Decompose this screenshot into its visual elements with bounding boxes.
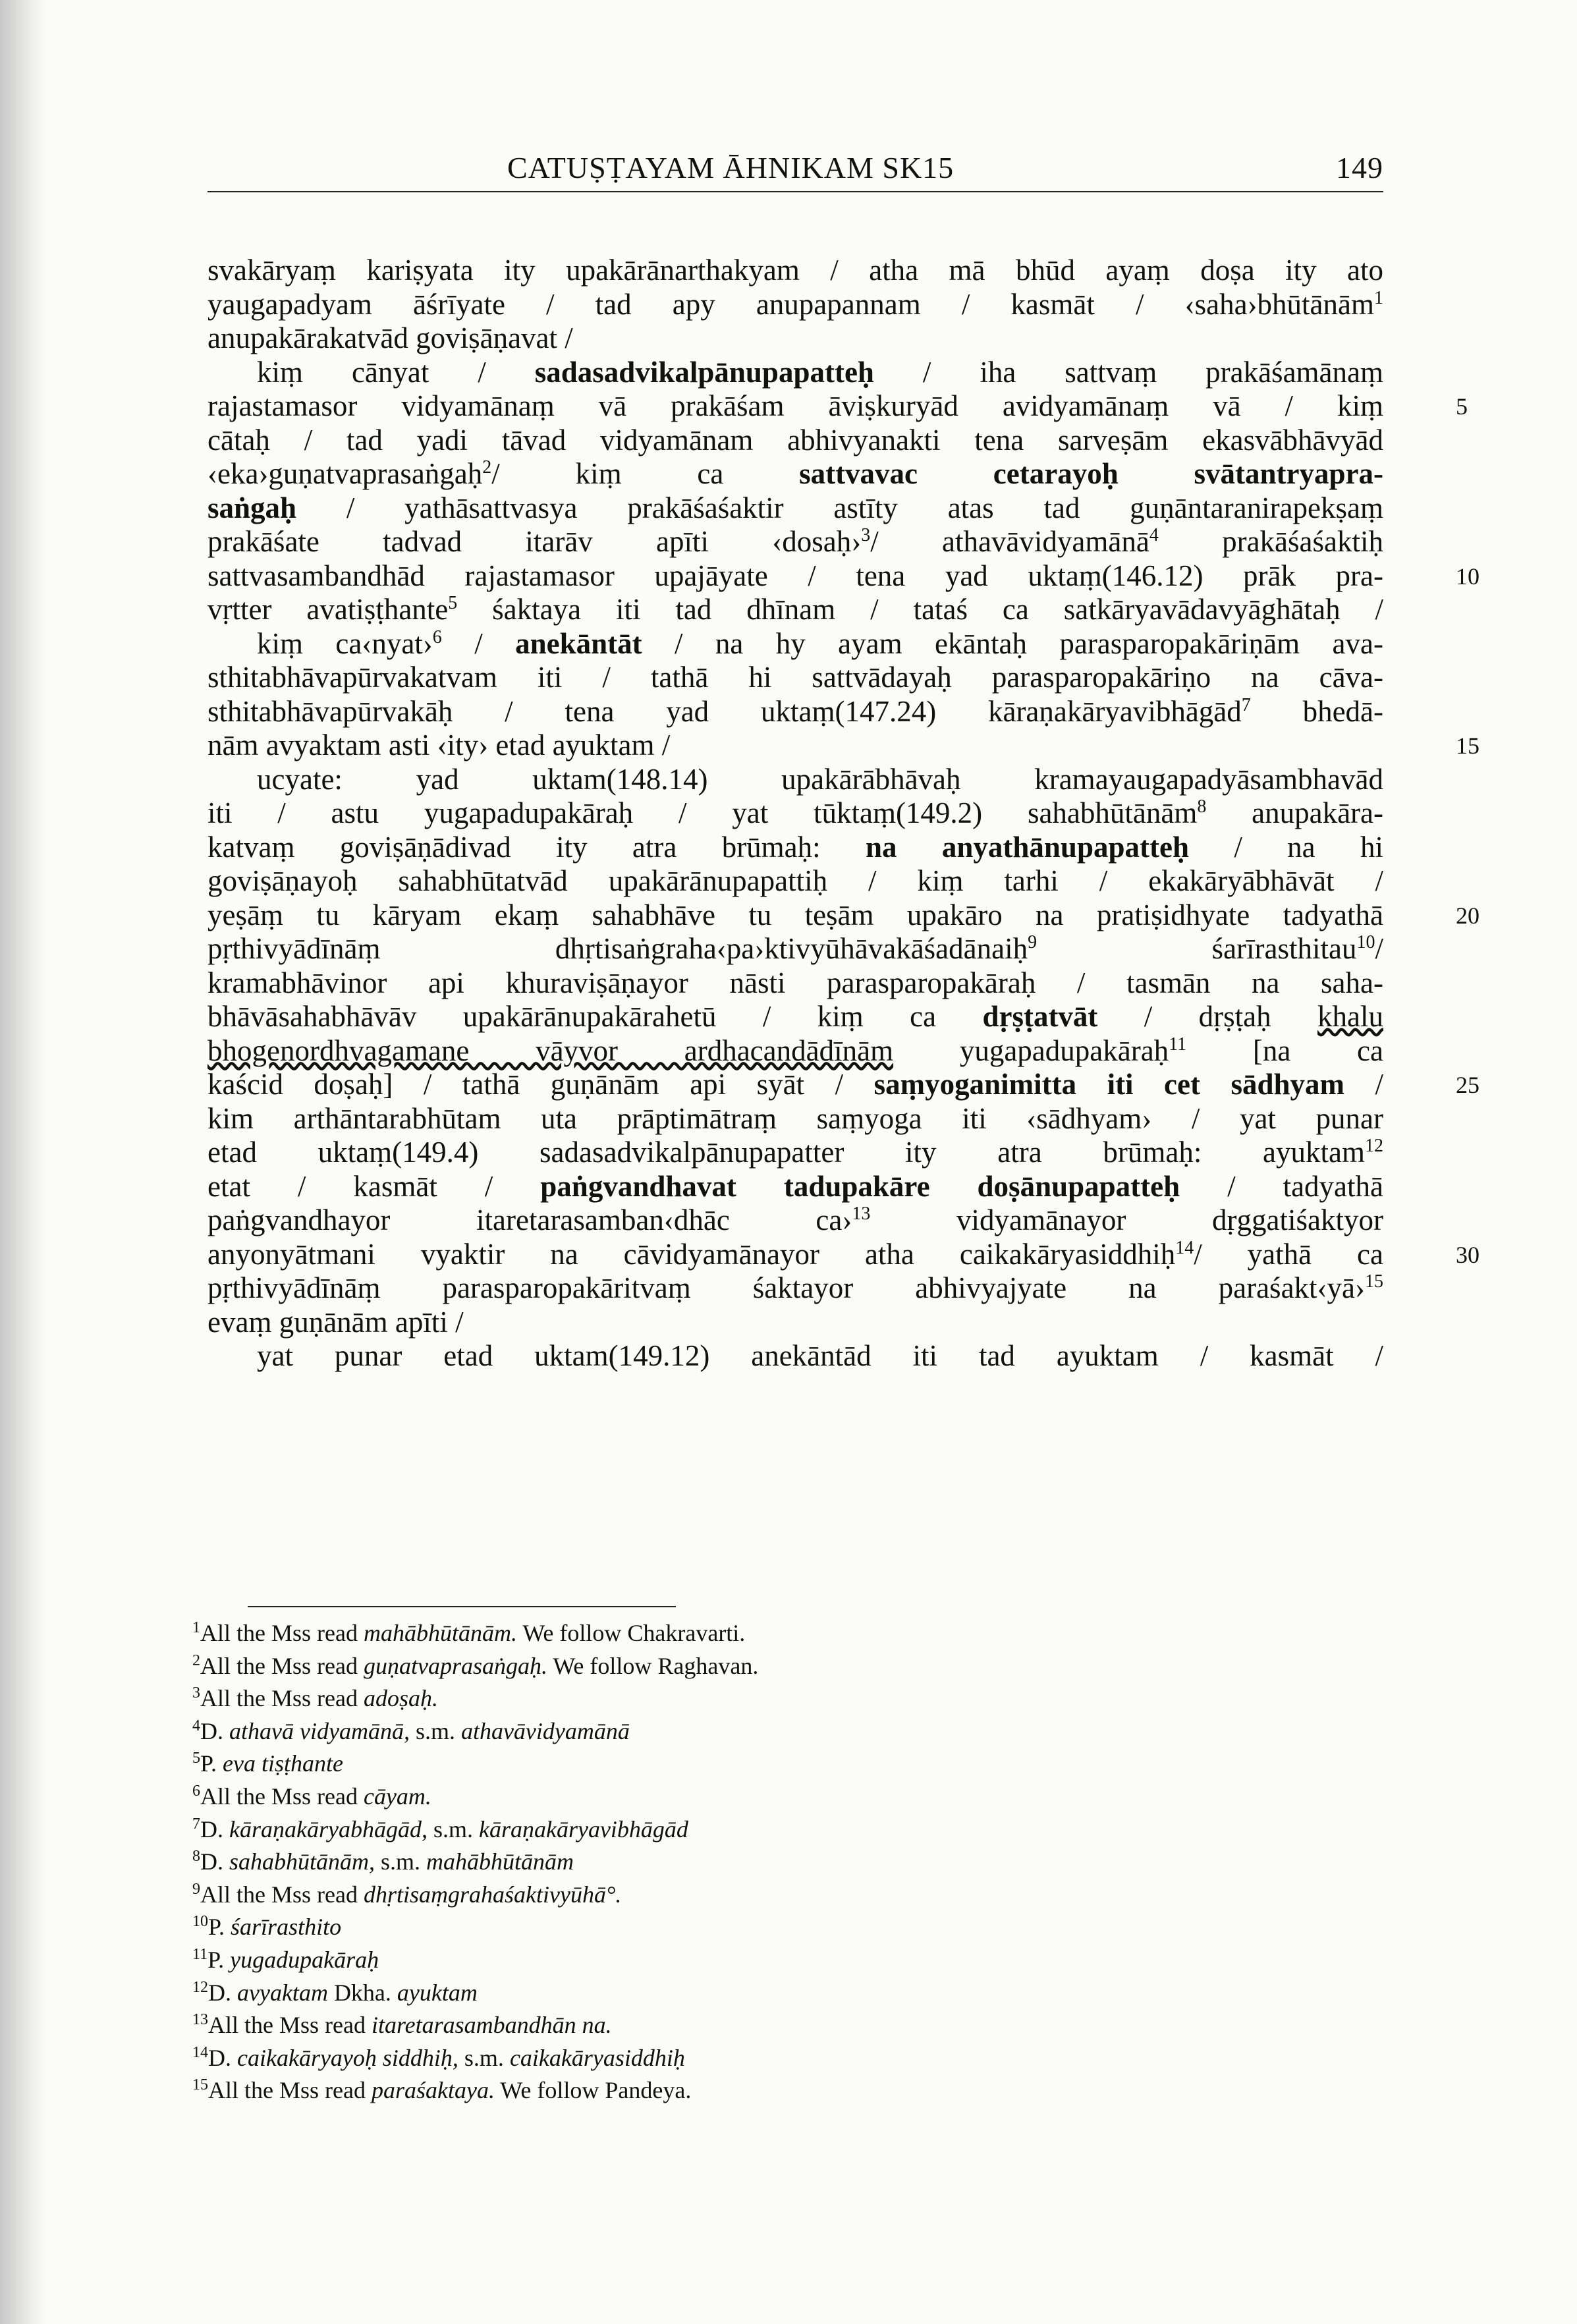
footnote-marker: 1 xyxy=(192,1619,200,1636)
text-line: etad uktaṃ(149.4) sadasadvikalpānupapatter ity atra brūmaḥ: ayuktam$^{12}$ xyxy=(208,1136,1383,1169)
footnote xyxy=(192,2009,1378,2042)
text-line: kiṃ cānyat / sadasadvikalpānupapatteḥ / iha sattvaṃ prakāśamānaṃ xyxy=(257,355,1383,389)
footnote-marker: 5 xyxy=(192,1750,200,1767)
text-line: etat / kasmāt / paṅgvandhavat tadupakāre doṣānupapatteḥ / tadyathā xyxy=(208,1169,1384,1203)
text-line: svakāryaṃ kariṣyata ity upakārānarthakyam / atha mā bhūd ayaṃ doṣa ity ato xyxy=(208,254,1383,287)
text-line: katvaṃ goviṣāṇādivad ity atra brūmaḥ: na anyathānupapatteḥ / na hi xyxy=(208,830,1383,864)
footnote-text: All the Mss read itaretarasambandhān na. xyxy=(208,2012,612,2039)
footnote-marker: 13 xyxy=(192,2011,208,2029)
text-line: bhāvāsahabhāvāv upakārānupakārahetū / kiṃ ca dṛṣṭatvāt / dṛṣṭaḥ khalu xyxy=(208,1000,1383,1033)
footnote-text: D. caikakāryayoḥ siddhiḥ, s.m. caikakāryasiddhiḥ xyxy=(208,2044,685,2071)
footnote xyxy=(192,1977,1378,2010)
text-line: rajastamasor vidyamānaṃ vā prakāśam āviṣkuryād avidyamānaṃ vā / kiṃ xyxy=(208,389,1383,422)
footnote-text: D. sahabhūtānām, s.m. mahābhūtānām xyxy=(200,1848,574,1875)
text-line: bhogenordhvagamane vāyvor ardhacandādīnām yugapadupakāraḥ$^{11}$ [na ca xyxy=(208,1034,1383,1067)
footnote xyxy=(192,2042,1378,2075)
footnote-marker: 3 xyxy=(192,1684,200,1702)
footnote-text: P. yugadupakāraḥ xyxy=(208,1946,379,1973)
text-line: yaugapadyam āśrīyate / tad apy anupapannam / kasmāt / ‹saha›bhūtānām$^1$ xyxy=(208,287,1383,321)
text-line: iti / astu yugapadupakāraḥ / yat tūktaṃ(149.2) sahabhūtānām$^8$ anupakāra- xyxy=(208,796,1383,829)
footnote xyxy=(192,1813,1378,1846)
text-line: sthitabhāvapūrvakatvam iti / tathā hi sattvādayaḥ parasparopakāriṇo na cāva- xyxy=(208,661,1383,694)
footnote xyxy=(192,1911,1378,1944)
text-line: paṅgvandhayor itaretarasamban‹dhāc ca›$^{13}$ vidyamānayor dṛggatiśaktyor xyxy=(208,1204,1383,1236)
footnote-text: D. avyaktam Dkha. ayuktam xyxy=(208,1979,478,2006)
line-number: 30 xyxy=(1456,1241,1480,1268)
footnote xyxy=(192,1715,1378,1748)
footnote-text: P. śarīrasthito xyxy=(208,1914,342,1941)
footnote-marker: 12 xyxy=(192,1978,208,1996)
footnote-marker: 7 xyxy=(192,1815,200,1833)
footnote xyxy=(192,1617,1378,1650)
line-number: 5 xyxy=(1456,393,1468,420)
running-header xyxy=(208,150,1383,190)
text-line: yeṣāṃ tu kāryam ekaṃ sahabhāve tu teṣām upakāro na pratiṣidhyate tadyathā xyxy=(208,898,1383,931)
footnote-text: All the Mss read mahābhūtānām. We follow Chakravarti. xyxy=(200,1620,746,1646)
header-rule xyxy=(208,191,1383,192)
text-line: prakāśate tadvad itarāv apīti ‹dosaḥ›$^3$/ athavāvidyamānā$^4$ prakāśaśaktiḥ xyxy=(208,525,1383,558)
footnote-marker: 14 xyxy=(192,2043,208,2061)
footnote-marker: 2 xyxy=(192,1651,200,1669)
footnote xyxy=(192,1846,1378,1879)
text-line: cātaḥ / tad yadi tāvad vidyamānam abhivyanakti tena sarveṣām ekasvābhāvyād xyxy=(208,423,1383,456)
footnote-text: D. kāraṇakāryabhāgād, s.m. kāraṇakāryavibhāgād xyxy=(200,1815,688,1842)
line-number: 15 xyxy=(1456,733,1480,759)
text-line: vṛtter avatiṣṭhante$^5$ śaktaya iti tad dhīnam / tataś ca satkāryavādavyāghātaḥ / xyxy=(208,593,1383,626)
text-line: pṛthivyādīnāṃ parasparopakāritvaṃ śaktayor abhivyajyate na paraśakt‹yā›$^{15}$ xyxy=(208,1271,1383,1304)
page-edge-shadow xyxy=(0,0,46,2324)
text-line: evaṃ guṇānām apīti / xyxy=(208,1305,464,1339)
footnote-marker: 4 xyxy=(192,1717,200,1734)
footnote xyxy=(192,2074,1378,2107)
main-text xyxy=(208,254,1383,1373)
footnote xyxy=(192,1879,1378,1912)
page-number: 149 xyxy=(1336,151,1383,184)
footnote-marker: 11 xyxy=(192,1945,208,1963)
text-line: kim arthāntarabhūtam uta prāptimātraṃ saṃyoga iti ‹sādhyam› / yat punar xyxy=(208,1101,1383,1135)
footnote xyxy=(192,1748,1378,1781)
footnote xyxy=(192,1650,1378,1683)
footnote-text: All the Mss read cāyam. xyxy=(200,1783,431,1810)
footnote-marker: 15 xyxy=(192,2076,208,2094)
footnote-text: D. athavā vidyamānā, s.m. athavāvidyamānā xyxy=(200,1717,630,1744)
text-line: nām avyaktam asti ‹ity› etad ayuktam / xyxy=(208,729,671,761)
text-line: kiṃ ca‹nyat›$^6$ / anekāntāt / na hy ayam ekāntaḥ parasparopakāriṇām ava- xyxy=(257,626,1383,660)
text-line: goviṣāṇayoḥ sahabhūtatvād upakārānupapattiḥ / kiṃ tarhi / ekakāryābhāvāt / xyxy=(208,864,1383,897)
text-line: kaścid doṣaḥ] / tathā guṇānām api syāt / saṃyoganimitta iti cet sādhyam / xyxy=(208,1068,1383,1101)
footnote-text: All the Mss read guṇatvaprasaṅgaḥ. We follow Raghavan. xyxy=(200,1652,759,1679)
footnote-text: All the Mss read adoṣaḥ. xyxy=(200,1685,438,1712)
footnote-marker: 6 xyxy=(192,1782,200,1800)
text-line: yat punar etad uktam(149.12) anekāntād iti tad ayuktam / kasmāt / xyxy=(257,1339,1383,1372)
footnote-text: All the Mss read dhṛtisaṃgrahaśaktivyūhā°. xyxy=(200,1881,622,1908)
text-line: ‹eka›guṇatvaprasaṅgaḥ$^2$/ kiṃ ca sattvavac cetarayoḥ svātantryapra- xyxy=(208,457,1383,490)
footnote-text: All the Mss read paraśaktaya. We follow Pandeya. xyxy=(208,2077,692,2104)
text-line: anyonyātmani vyaktir na cāvidyamānayor atha caikakāryasiddhiḥ$^{14}$/ yathā ca xyxy=(208,1237,1383,1271)
text-line: anupakārakatvād goviṣāṇavat / xyxy=(208,321,573,354)
footnote-marker: 8 xyxy=(192,1848,200,1866)
footnotes xyxy=(192,1617,1378,2107)
text-line: kramabhāvinor api khuraviṣāṇayor nāsti parasparopakāraḥ / tasmān na saha- xyxy=(208,966,1383,999)
footnote-rule xyxy=(248,1606,676,1607)
text-line: ucyate: yad uktam(148.14) upakārābhāvaḥ kramayaugapadyāsambhavād xyxy=(257,762,1383,796)
footnote xyxy=(192,1781,1378,1813)
header-title: CATUṢṬAYAM ĀHNIKAM SK15 xyxy=(507,151,954,184)
text-line: pṛthivyādīnāṃ dhṛtisaṅgraha‹pa›ktivyūhāvakāśadānaiḥ$^9$ śarīrasthitau$^{10}$/ xyxy=(208,932,1383,965)
line-number: 10 xyxy=(1456,563,1480,590)
text-line: saṅgaḥ / yathāsattvasya prakāśaśaktir astīty atas tad guṇāntaranirapekṣaṃ xyxy=(208,491,1383,524)
line-number: 20 xyxy=(1456,902,1480,929)
line-number: 25 xyxy=(1456,1072,1480,1098)
footnote xyxy=(192,1944,1378,1977)
footnote-marker: 9 xyxy=(192,1880,200,1898)
footnote-text: P. eva tiṣṭhante xyxy=(200,1750,343,1777)
text-line: sthitabhāvapūrvakāḥ / tena yad uktaṃ(147.24) kāraṇakāryavibhāgād$^7$ bhedā- xyxy=(208,694,1383,728)
footnote-marker: 10 xyxy=(192,1913,208,1931)
footnote xyxy=(192,1682,1378,1715)
text-line: sattvasambandhād rajastamasor upajāyate / tena yad uktaṃ(146.12) prāk pra- xyxy=(208,559,1383,592)
